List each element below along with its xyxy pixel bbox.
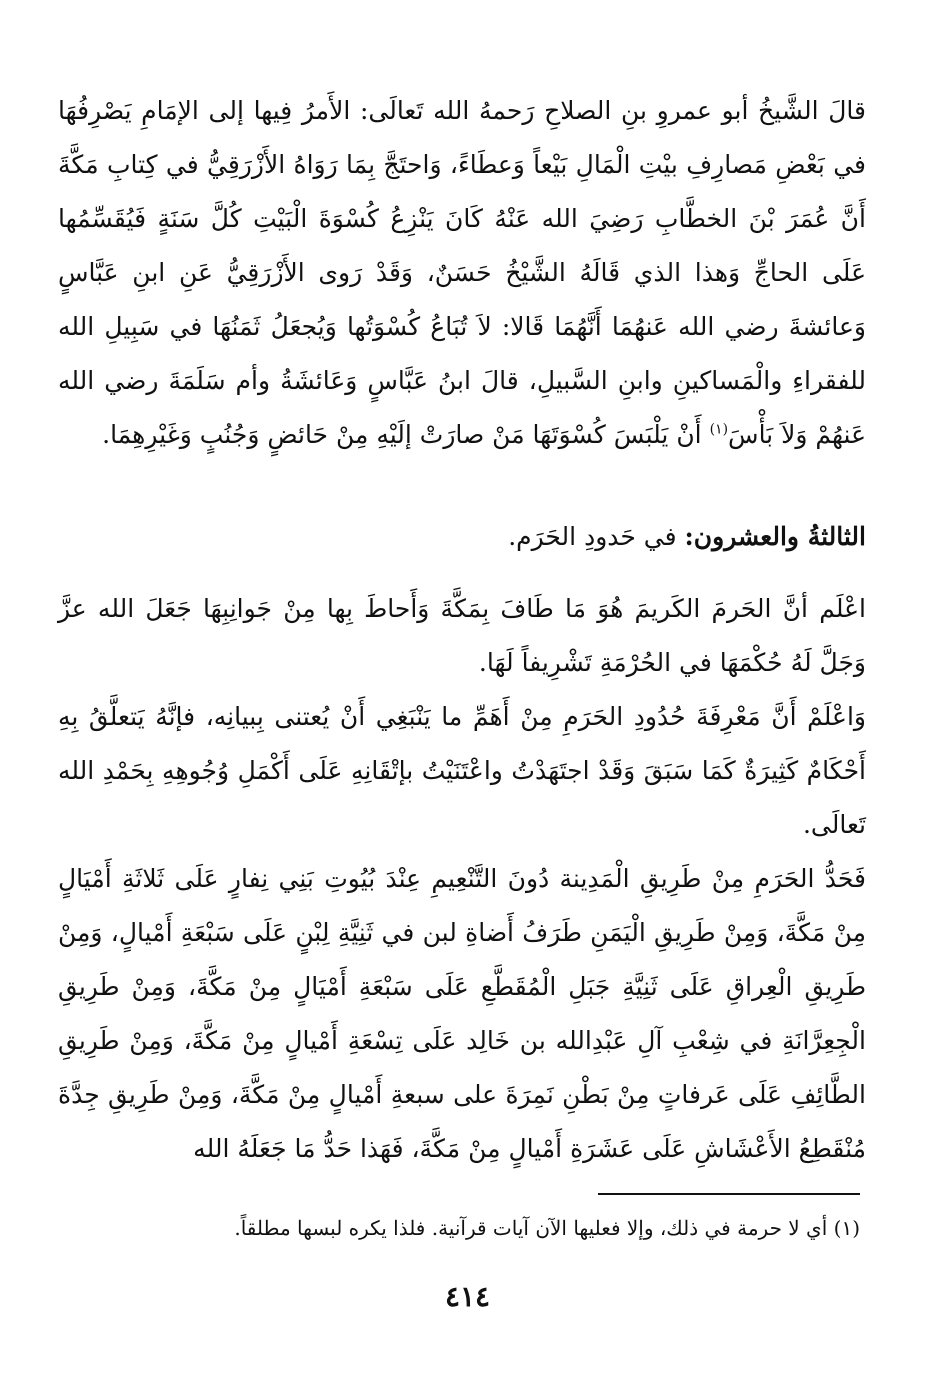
page-number: ٤١٤: [444, 1280, 491, 1313]
footnote-reference: (١): [709, 421, 729, 438]
paragraph-haram-definition: اعْلَم أنَّ الحَرمَ الكَريمَ هُوَ مَا طَافَ بِمَكَّةَ وَأَحاطَ بِها مِنْ جَوانِبِهَا جَعَلَ الله عزَّ وَجَلَّ لَهُ حُكْمَهَا في الحُرْمَةِ تَشْرِيفاً لَهَا.: [58, 594, 866, 677]
section-heading: [58, 510, 906, 564]
paragraph-haram-importance: وَاعْلَمْ أَنَّ مَعْرِفَةَ حُدُودِ الحَرَمِ مِنْ أَهَمِّ ما يَنْبَغِي أَنْ يُعتنى بِبيانِه، فإنَّهُ يَتعلَّقُ بِهِ أَحْكَامٌ كَثِيرَةٌ كَمَا سَبَقَ وَقَدْ اجتَهَدْتُ واعْتَنَيْتُ بإتْقَانِهِ عَلَى أَكْمَلِ وُجُوهِهِ بِحَمْدِ الله تَعالَى.: [58, 702, 866, 839]
paragraph-kiswa-text-end: أَنْ يَلْبَسَ كُسْوَتَهَا مَنْ صارَتْ إلَيْهِ مِنْ حَائضٍ وَجُنُبٍ وَغَيْرِهِمَا.: [102, 420, 710, 449]
section-heading-label: الثالثةُ والعشرون:: [684, 522, 866, 551]
section-heading-text: في حَدودِ الحَرَم.: [508, 522, 685, 551]
footnote-divider: [598, 1193, 860, 1195]
paragraph-haram-boundaries: فَحَدُّ الحَرَمِ مِنْ طَرِيقِ الْمَدِينة دُونَ التَّنْعِيمِ عِنْدَ بُيُوتِ بَنِي نِفارٍ عَلَى ثَلاثَةِ أَمْيَالٍ مِنْ مَكَّةَ، وَمِنْ طَرِيقِ الْيَمَنِ طَرَفُ أَضاةِ لبن في ثَنِيَّةِ لِبْنٍ عَلَى سَبْعَةِ أَمْيالٍ، وَمِنْ طَرِيقِ الْعِراقِ عَلَى ثَنِيَّةِ جَبَلِ الْمُقَطَّعِ عَلَى سَبْعَةِ أَمْيَالٍ مِنْ مَكَّةَ، وَمِنْ طَرِيقِ الْجِعِرَّانَةِ في شِعْبِ آلِ عَبْدِالله بن خَالِد عَلَى تِسْعَةِ أَمْيالٍ مِنْ مَكَّةَ، وَمِنْ طَرِيقِ الطَّائِفِ عَلَى عَرفاتٍ مِنْ بَطْنِ نَمِرَةَ على سبعةِ أَمْيالٍ مِنْ مَكَّةَ، وَمِنْ طَرِيقِ جِدَّةَ مُنْقَطِعُ الأَعْشَاشِ عَلَى عَشَرَةِ أَمْيالٍ مِنْ مَكَّةَ، فَهَذا حَدُّ مَا جَعَلَهُ الله: [58, 864, 866, 1163]
footnote: (١) أي لا حرمة في ذلك، وإلا فعليها الآن آيات قرآنية. فلذا يكره لبسها مطلقاً.: [234, 1216, 860, 1240]
paragraph-kiswa-text: قالَ الشَّيخُ أبو عمروِ بنِ الصلاحِ رَحمهُ الله تَعالَى: الأَمرُ فِيها إلى الإمَامِ يَصْرِفُهَا في بَعْضِ مَصارِفِ بيْتِ الْمَالِ بَيْعاً وَعطَاءً، وَاحتَجَّ بِمَا رَوَاهُ الأَزْرَقِيُّ في كِتابِ مَكَّةَ أَنَّ عُمَرَ بْنَ الخطَّابِ رَضِيَ الله عَنْهُ كَانَ يَنْزِعُ كُسْوَةَ الْبَيْتِ كُلَّ سَنَةٍ فَيُقَسِّمُها عَلَى الحاجِّ وَهذا الذي قَالَهُ الشَّيْخُ حَسَنٌ، وَقَدْ رَوى الأَزْرَقِيُّ عَنِ ابنِ عَبَّاسٍ وَعائشةَ رضي الله عَنهُمَا أَنَّهُمَا قَالا: لاَ تُبَاعُ كُسْوَتُها وَيُجعَلُ ثَمَنُهَا في سَبِيلِ الله للفقراءِ والْمَساكينِ وابنِ السَّبيلِ، قالَ ابنُ عَبَّاسٍ وَعَائشَةُ وأم سَلَمَةَ رضي الله عَنهُمْ وَلاَ بَأْسَ: [58, 96, 866, 449]
paragraph-kiswa: [58, 84, 906, 462]
